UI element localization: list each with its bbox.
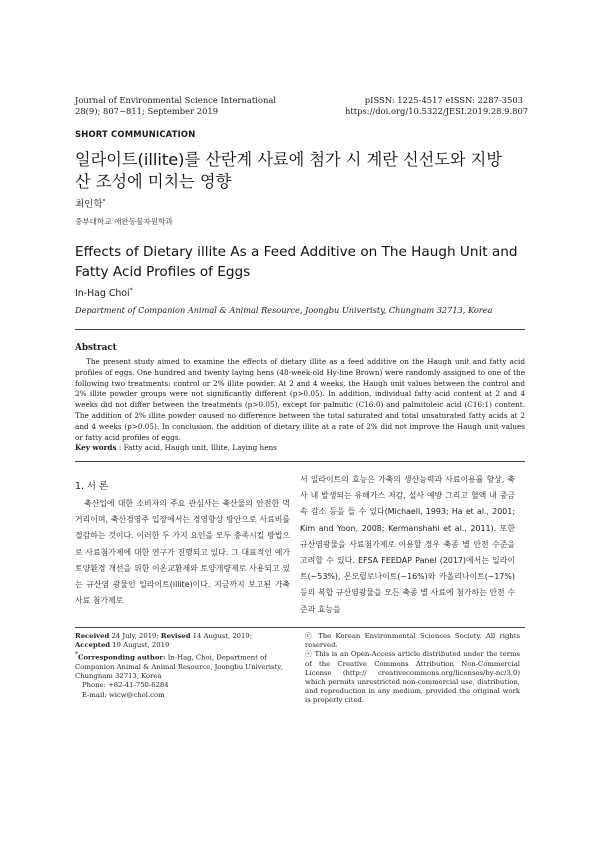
english-author [75, 287, 133, 299]
corresponding-label: Corresponding author: [78, 653, 166, 662]
divider [75, 461, 525, 462]
english-affiliation: Department of Companion Animal & Animal Resource, Joongbu Univeristy, Chungnam 32713, Korea [75, 305, 493, 315]
revised-label: Revised [160, 632, 191, 640]
abstract-body: The present study aimed to examine the effects of dietary illite as a feed additive on the Haugh unit and fatty acid profiles of eggs. One hundred and twenty laying hens (48-week-old Hy-line Brown) were randomly assigned to one of the following two treatments: control or 2% illite powder. At 2 and 4 weeks, the Haugh unit values between the control and 2% illite powder groups were not significantly different (p>0.05). In addition, individual fatty acid content at 2 and 4 weeks did not differ between the treatments (p>0.05), except for palmitic (C16:0) and palmitoleic acid (C16:1) content. The addition of 2% illite powder caused no difference between the total saturated and total unsaturated fatty acids at 2 and 4 weeks (p>0.05). In conclusion, the addition of dietary illite at a rate of 2% did not improve the Haugh unit values or fatty acid profiles of eggs. [75, 357, 525, 442]
korean-author-name: 최인학 [75, 199, 103, 210]
dates-line [75, 632, 289, 641]
section-heading: 1. 서 론 [75, 481, 109, 492]
journal-name: Journal of Environmental Science International [75, 95, 277, 105]
doi-link[interactable]: https://doi.org/10.5322/JESI.2019.28.9.807 [345, 106, 529, 116]
body-column-left: 축산업에 대한 소비자의 주요 관심사는 축산물의 안전한 먹거리이며, 축산경영주 입장에서는 경영향상 방안으로 사료비를 절감하는 것이다. 이러한 두 가지 요인을 모두 충족시킬 방법으로 사료첨가제에 대한 연구가 진행되고 있다. 그 대표적인 예가 토양환경 개선을 위한 이온교환제와 토양개량제로 사용되고 있는 규산염 광물인 일라이트(illite)이다. 지금까지 보고된 가축사료 첨가제로 [75, 499, 290, 606]
email[interactable]: E-mail: wicw@chol.com [82, 690, 165, 699]
section-type: SHORT COMMUNICATION [75, 129, 196, 139]
revised-date: 14 August, 2019; [190, 632, 253, 640]
korean-author [75, 196, 106, 210]
accepted-label: Accepted [75, 641, 111, 650]
english-author-name: In-Hag Choi [75, 288, 130, 300]
keywords [75, 443, 277, 452]
journal-volume: 28(9); 807~811; September 2019 [75, 106, 219, 116]
received-date: 24 July, 2019; [109, 632, 161, 640]
abstract-heading: Abstract [75, 343, 117, 353]
corresponding-author [75, 650, 289, 681]
divider [75, 329, 525, 330]
journal-identifiers [345, 95, 529, 117]
body-column-right: 서 일라이트의 효능은 가축의 생산능력과 사료이용률 향상, 축사 내 발생되는 유해가스 저감, 설사 예방 그리고 혈액 내 중금속 감소 등을 들 수 있다(Michaell, 1993; Ha et al., 2001; Kim and Yoon, 2008; Kermanshahi et al., 2011). 또한 규산염광물을 사료첨가제로 이용할 경우 축종 별 안전 수준을 고려할 수 있다. EFSA FEEDAP Panel (2017)에서는 일라이트(~53%), 몬모릴로나이트(~16%)와 카올리나이트(~17%)등의 복합 규산염광물을 모든 축종 별 사료에 첨가하는 안전 수준과 효능을 [300, 475, 515, 614]
journal-citation [75, 95, 276, 117]
corresponding-mark: * [129, 287, 133, 294]
footnote-divider [75, 627, 525, 628]
accepted-date: 19 August, 2019 [110, 641, 170, 650]
phone: Phone: +82-41-750-6284 [82, 681, 169, 690]
corresponding-mark: * [75, 651, 78, 659]
korean-title: 일라이트(illite)를 산란계 사료에 첨가 시 계란 신선도와 지방산 조성에 미치는 영향 [75, 150, 502, 191]
korean-affiliation: 중부대학교 애완동물자원학과 [75, 217, 173, 226]
received-label: Received [75, 632, 110, 640]
issn: pISSN: 1225-4517 eISSN: 2287-3503 [364, 95, 523, 105]
copyright-footnote [305, 632, 520, 706]
corresponding-mark: * [102, 197, 106, 205]
copyright-notice: ⓒ The Korean Environmental Sciences Society. All rights reserved. [305, 632, 520, 650]
keywords-label: Key words [75, 443, 117, 452]
english-title: Effects of Dietary illite As a Feed Additive on The Haugh Unit and Fatty Acid Profiles of Eggs [75, 244, 518, 280]
keywords-list: : Fatty acid, Haugh unit, Illite, Laying hens [116, 443, 277, 452]
corresponding-text: In-Hag, Choi, Department of Companion Animal & Animal Resource, Joongbu Univeristy, Chungnam 32713, Korea [75, 653, 283, 681]
accepted-line [75, 641, 289, 650]
article-history-footnote [75, 632, 289, 700]
license-notice: ⓢ This is an Open-Access article distributed under the terms of the Creative Commons Attribution Non-Commercial License (http:// creativecommons.org/licenses/by-nc/3.0) which permits unrestricted non-commercial use, distribution, and reproduction in any medium, provided the original work is properly cited. [305, 650, 520, 705]
